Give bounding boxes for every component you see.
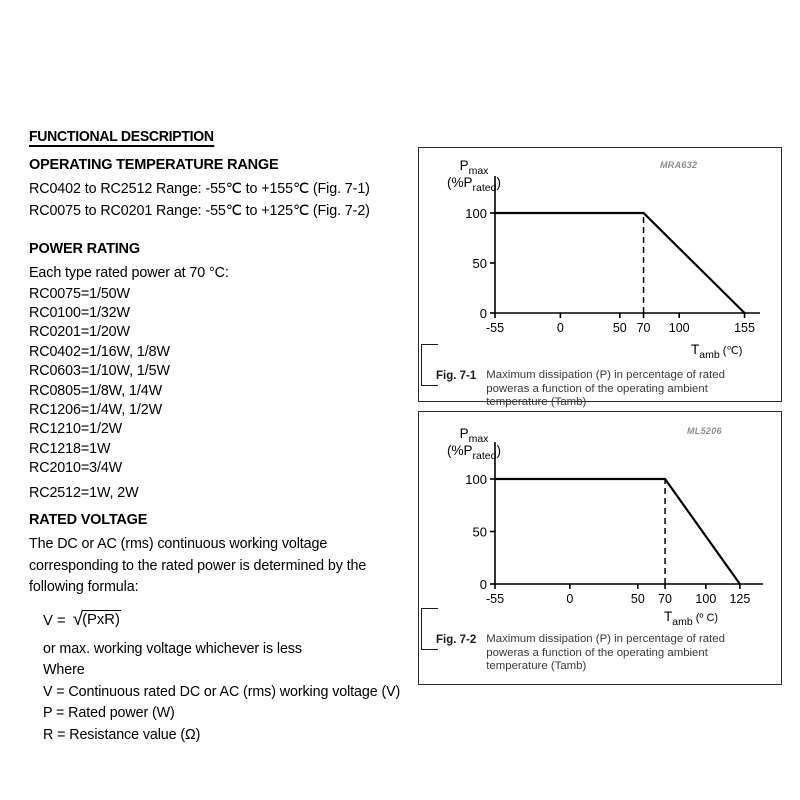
formula-left-hand-side: V = [43,612,66,629]
operating-temperature-range-heading: OPERATING TEMPERATURE RANGE [29,157,279,173]
rated-voltage-paragraph: The DC or AC (rms) continuous working voltage corresponding to the rated power is determined by the following formula: [29,536,367,596]
power-rating-item: RC1206=1/4W, 1/2W [29,401,162,418]
power-rating-item: RC2010=3/4W [29,460,123,477]
figure-number-label: Fig. 7-1 [436,370,477,382]
svg-text:70: 70 [658,592,673,606]
rated-voltage-heading: RATED VOLTAGE [29,512,148,529]
power-rating-item: RC0402=1/16W, 1/8W [29,343,170,360]
svg-text:0: 0 [566,592,574,606]
watermark-label: MRA632 [660,160,698,170]
power-rating-item: RC0100=1/32W [29,304,130,321]
caption-line: poweras a function of the operating ambient [486,646,708,659]
caption-line: poweras a function of the operating ambient [486,382,708,395]
figure-panel-fig-7-1 [418,147,782,409]
caption-line: Maximum dissipation (P) in percentage of rated [486,633,725,645]
svg-text:100: 100 [695,592,717,606]
power-rating-heading: POWER RATING [29,241,140,257]
spacer [29,504,409,508]
spacer [29,222,409,237]
figure-panel-fig-7-2 [418,411,782,685]
power-rating-item: RC0603=1/10W, 1/5W [29,363,170,380]
svg-text:100: 100 [465,472,487,487]
caption-line: Maximum dissipation (P) in percentage of rated [486,369,725,381]
svg-text:125: 125 [729,592,751,606]
svg-text:(%Prated): $(\%P_{rated})$ [447,175,501,194]
chart-fig-7-1 [419,148,783,358]
power-rating-item: RC2512=1W, 2W [29,484,139,501]
figure-caption-fig-7-2 [421,608,726,674]
svg-text:70: 70 [636,321,651,335]
svg-text:100: 100 [465,206,487,221]
watermark-label: ML5206 [687,426,722,436]
svg-text:-55: -55 [485,321,505,335]
power-rating-item: RC0201=1/20W [29,324,130,341]
svg-text:Pmax: $P_{max}$ [459,158,489,177]
radical-sign-icon: √ [72,608,84,630]
svg-text:0: 0 [479,306,487,321]
svg-text:50: 50 [612,321,627,335]
svg-text:50: 50 [472,256,487,271]
figure-caption-text [476,608,726,674]
rated-voltage-definition: P = Rated power (W) [43,705,175,722]
operating-temp-line-1: RC0402 to RC2512 Range: -55℃ to +155℃ (Fig. 7-1) [29,181,370,197]
svg-text:Tamb (℃): $T_{amb}$ (℃) [691,342,743,358]
figure-caption-fig-7-1 [421,344,726,410]
caption-line: temperature (Tamb) [486,660,587,673]
radicand: (PxR) [82,611,120,628]
figure-caption-text [476,344,726,410]
chart-fig-7-2 [419,412,783,627]
power-rating-item: RC0805=1/8W, 1/4W [29,382,162,399]
svg-text:Pmax: $P_{max}$ [459,426,489,445]
svg-text:0: 0 [479,577,487,592]
svg-text:100: 100 [668,321,690,335]
rated-voltage-note: or max. working voltage whichever is less [43,640,302,657]
power-rating-item: RC1210=1/2W [29,421,123,438]
svg-text:50: 50 [630,592,645,606]
svg-text:Tamb (º C): $T_{amb}$ $^{(º C)}$ [664,609,719,627]
operating-temp-line-2: RC0075 to RC0201 Range: -55℃ to +125℃ (Fig. 7-2) [29,202,370,219]
rated-voltage-definition: V = Continuous rated DC or AC (rms) working voltage (V) [43,683,401,700]
power-rating-item: RC0075=1/50W [29,285,130,302]
caption-line: temperature (Tamb) [486,396,587,409]
functional-description-heading: FUNCTIONAL DESCRIPTION [29,129,214,145]
power-rating-list [29,285,409,479]
svg-text:-55: -55 [485,592,505,606]
figure-number-label: Fig. 7-2 [436,634,477,646]
svg-text:0: 0 [556,321,564,335]
power-rating-item: RC1218=1W [29,440,111,457]
power-rating-intro: Each type rated power at 70 °C: [29,265,229,281]
svg-text:50: 50 [472,524,487,540]
rated-voltage-definition: R = Resistance value (Ω) [43,726,201,743]
functional-description-column [29,128,409,746]
svg-text:155: 155 [734,321,755,335]
rated-voltage-formula [29,605,409,635]
rated-voltage-where-label: Where [43,662,85,679]
square-root-expression [73,605,121,630]
svg-text:(%Prated): $(\%P_{rated})$ [447,443,501,462]
